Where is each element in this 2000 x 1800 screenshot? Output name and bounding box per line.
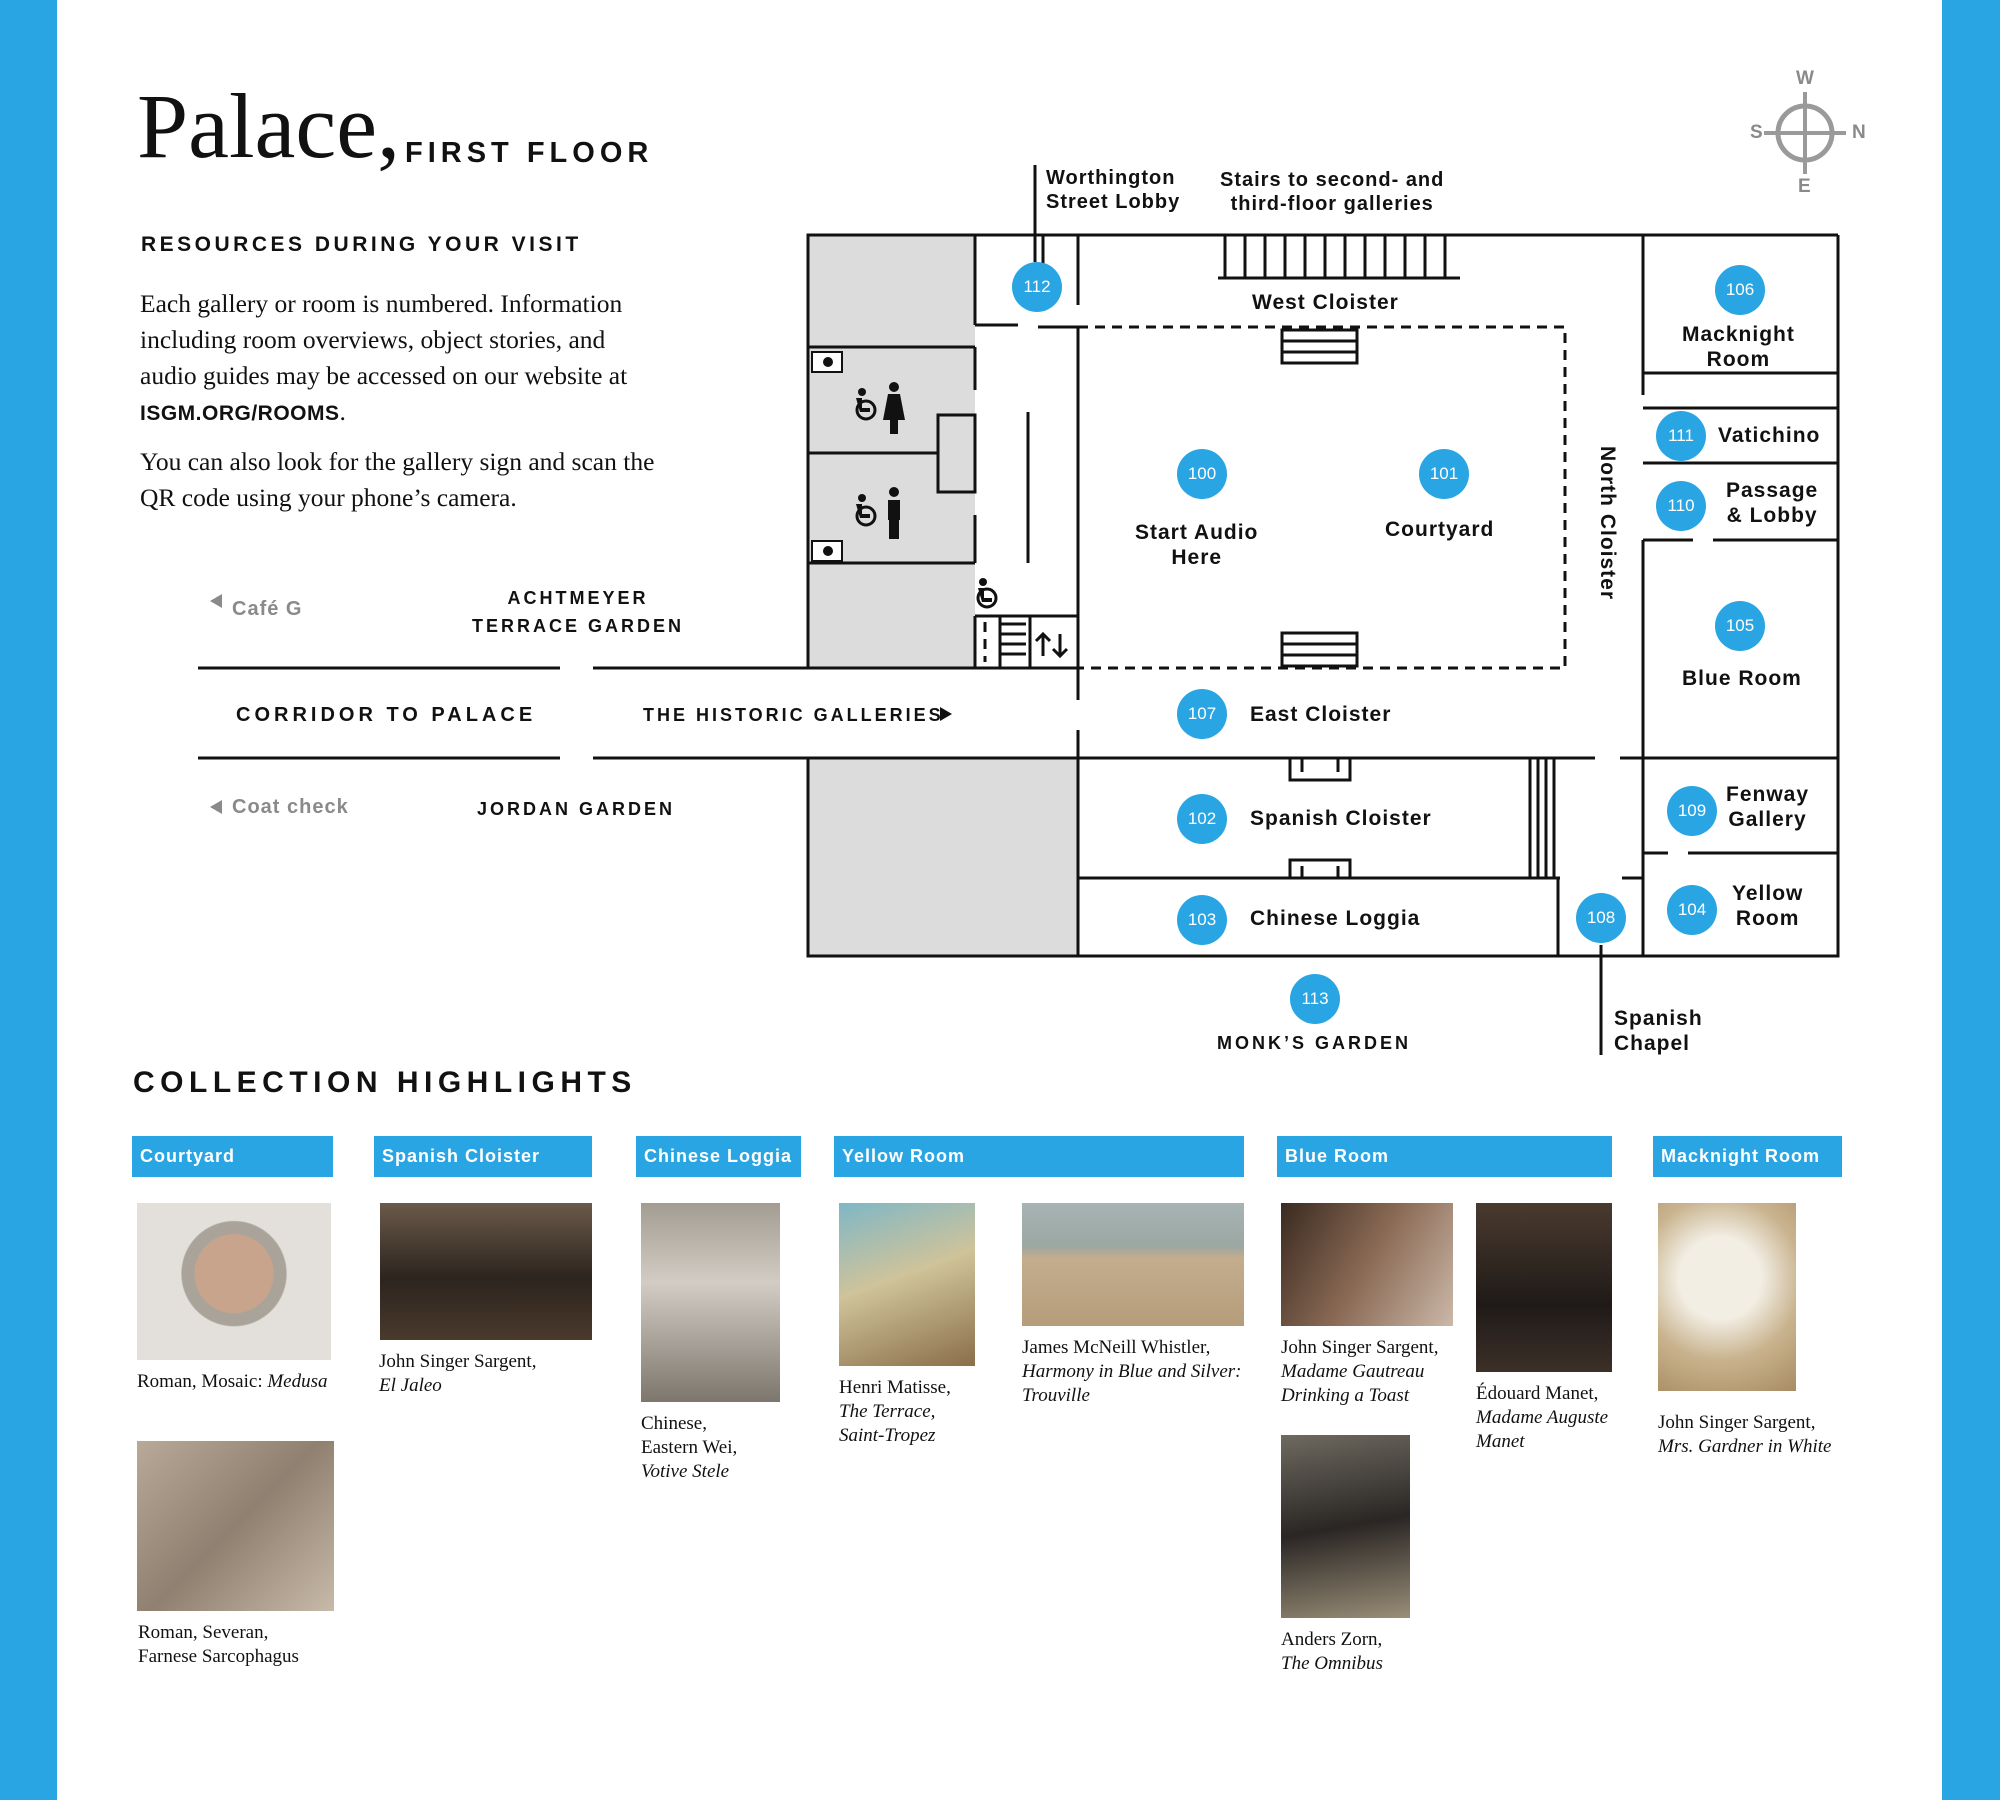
artwork-mrs-gardner-image <box>1658 1203 1796 1391</box>
artwork-el-jaleo-image <box>380 1203 592 1340</box>
macknight-room-label: Macknight Room <box>1682 323 1795 372</box>
caption-harmony-in-blue: James McNeill Whistler, Harmony in Blue and Silver: Trouville <box>1022 1337 1242 1406</box>
resources-period: . <box>339 397 346 426</box>
yellow-room-label: Yellow Room <box>1732 882 1804 931</box>
highlights-heading: COLLECTION HIGHLIGHTS <box>133 1066 637 1099</box>
caption-mrs-gardner: John Singer Sargent, Mrs. Gardner in White <box>1658 1412 1832 1457</box>
jordan-garden-label: JORDAN GARDEN <box>477 799 676 819</box>
shaded-area-south <box>808 758 1078 956</box>
artwork-medusa-image <box>137 1203 331 1360</box>
resources-text: Each gallery or room is numbered. Information including room overviews, object stories, and audio guides may be accessed on our website at <box>140 289 628 390</box>
category-chinese-loggia: Chinese Loggia <box>636 1136 801 1177</box>
room-badge-110[interactable]: 110 <box>1656 481 1706 531</box>
artwork-the-terrace-image <box>839 1203 975 1366</box>
spanish-chapel-label: Spanish Chapel <box>1614 1007 1703 1056</box>
elevator-icon <box>1036 634 1067 656</box>
achtmeyer-label: ACHTMEYER TERRACE GARDEN <box>472 588 685 636</box>
room-badge-106[interactable]: 106 <box>1715 265 1765 315</box>
artwork-madame-manet-image <box>1476 1203 1612 1372</box>
caption-madame-manet: Édouard Manet, Madame Auguste Manet <box>1476 1383 1609 1452</box>
category-blue-room: Blue Room <box>1277 1136 1612 1177</box>
cafe-link[interactable]: Café G <box>232 598 303 620</box>
coat-check-arrow-icon <box>210 800 222 814</box>
room-badge-112[interactable]: 112 <box>1012 262 1062 312</box>
worthington-label: Worthington Street Lobby <box>1046 167 1181 213</box>
room-badge-108[interactable]: 108 <box>1576 893 1626 943</box>
rooms-link[interactable]: ISGM.ORG/ROOMS <box>140 402 340 425</box>
east-cloister-label: East Cloister <box>1250 703 1392 726</box>
compass-e: E <box>1798 176 1812 197</box>
artwork-votive-stele-image <box>641 1203 780 1402</box>
spanish-cloister-label: Spanish Cloister <box>1250 807 1432 830</box>
west-cloister-label: West Cloister <box>1252 291 1399 314</box>
caption-the-terrace: Henri Matisse, The Terrace, Saint-Tropez <box>839 1377 951 1446</box>
caption-el-jaleo: John Singer Sargent, El Jaleo <box>379 1351 537 1396</box>
room-badge-109[interactable]: 109 <box>1667 786 1717 836</box>
compass-s: S <box>1750 122 1764 143</box>
room-badge-107[interactable]: 107 <box>1177 689 1227 739</box>
stairs-label: Stairs to second- and third-floor galleries <box>1220 169 1445 215</box>
caption-votive-stele: Chinese, Eastern Wei, Votive Stele <box>641 1413 738 1482</box>
compass-icon <box>1764 92 1846 174</box>
category-yellow-room: Yellow Room <box>834 1136 1244 1177</box>
artwork-madame-gautreau-image <box>1281 1203 1453 1326</box>
fenway-gallery-label: Fenway Gallery <box>1726 783 1810 832</box>
chinese-loggia-label: Chinese Loggia <box>1250 907 1421 930</box>
room-badge-100[interactable]: 100 <box>1177 449 1227 499</box>
coat-check-link[interactable]: Coat check <box>232 796 349 818</box>
blue-room-label: Blue Room <box>1682 667 1802 690</box>
artwork-the-omnibus-image <box>1281 1435 1410 1618</box>
start-audio-label: Start Audio Here <box>1135 521 1259 570</box>
category-spanish-cloister: Spanish Cloister <box>374 1136 592 1177</box>
compass-w: W <box>1796 68 1815 89</box>
artwork-harmony-in-blue-image <box>1022 1203 1244 1326</box>
page-title: Palace, <box>137 75 401 177</box>
category-courtyard: Courtyard <box>132 1136 333 1177</box>
passage-lobby-label: Passage & Lobby <box>1726 479 1819 528</box>
caption-medusa: Roman, Mosaic: Medusa <box>137 1371 328 1392</box>
room-badge-113[interactable]: 113 <box>1290 974 1340 1024</box>
artwork-sarcophagus-image <box>137 1441 334 1611</box>
north-cloister-label: North Cloister <box>1596 446 1619 601</box>
wheelchair-icon <box>978 578 996 607</box>
monks-garden-label: MONK’S GARDEN <box>1217 1033 1412 1053</box>
resources-heading: RESOURCES DURING YOUR VISIT <box>141 233 582 256</box>
cafe-arrow-icon <box>210 594 222 608</box>
room-badge-102[interactable]: 102 <box>1177 794 1227 844</box>
compass-n: N <box>1852 122 1867 143</box>
room-badge-104[interactable]: 104 <box>1667 885 1717 935</box>
caption-sarcophagus: Roman, Severan, Farnese Sarcophagus <box>138 1622 299 1667</box>
caption-madame-gautreau: John Singer Sargent, Madame Gautreau Drinking a Toast <box>1281 1337 1439 1406</box>
corridor-label: CORRIDOR TO PALACE <box>236 704 537 726</box>
caption-the-omnibus: Anders Zorn, The Omnibus <box>1281 1629 1383 1674</box>
vatichino-label: Vatichino <box>1718 424 1821 447</box>
courtyard-label: Courtyard <box>1385 518 1495 541</box>
room-badge-111[interactable]: 111 <box>1656 411 1706 461</box>
room-badge-101[interactable]: 101 <box>1419 449 1469 499</box>
qr-paragraph: You can also look for the gallery sign and scan the QR code using your phone’s camera. <box>140 447 655 512</box>
room-badge-105[interactable]: 105 <box>1715 601 1765 651</box>
room-badge-103[interactable]: 103 <box>1177 895 1227 945</box>
category-macknight-room: Macknight Room <box>1653 1136 1842 1177</box>
page-subtitle: FIRST FLOOR <box>405 137 654 169</box>
historic-galleries-link[interactable]: THE HISTORIC GALLERIES <box>643 705 944 725</box>
